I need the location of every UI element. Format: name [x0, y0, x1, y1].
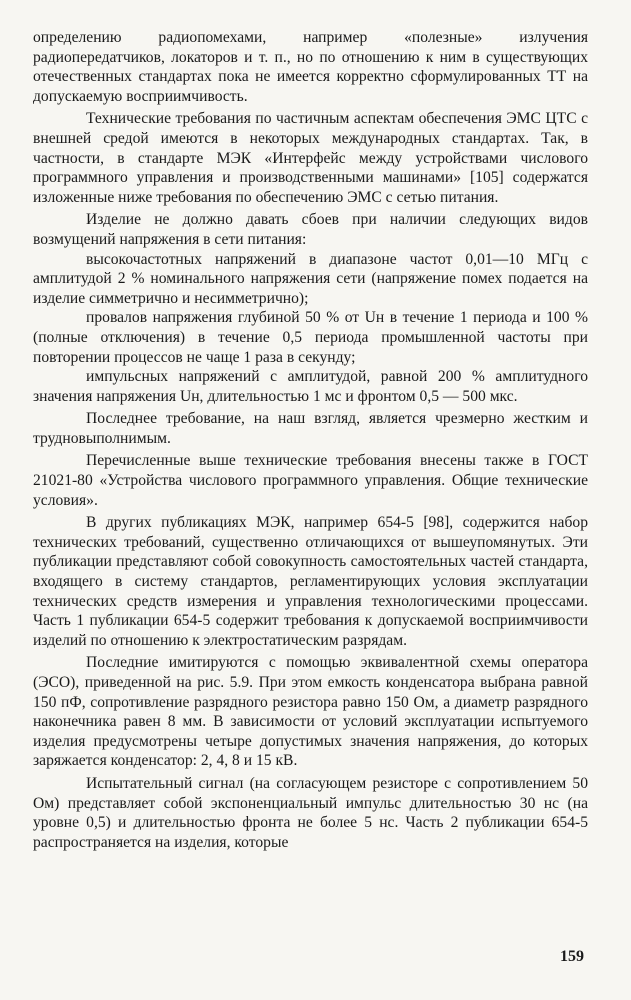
paragraph-9: В других публикациях МЭК, например 654-5 [98], содержится набор технических требований, существенно отличающихся от вышеупомянутых. Эти публикации представляют собой совокупность самостоятельных частей стандарта, входящего в систему стандартов, регламентирующих условия эксплуатации технических средств измерения и управления технологическими процессами. Часть 1 публикации 654-5 содержит требования к допускаемой восприимчивости изделий по отношению к электростатическим разрядам. — [33, 514, 588, 649]
paragraph-8: Перечисленные выше технические требования внесены также в ГОСТ 21021-80 «Устройства числового программного управления. Общие технические условия». — [33, 452, 588, 509]
paragraph-3: Изделие не должно давать сбоев при наличии следующих видов возмущений напряжения в сети питания: — [33, 211, 588, 248]
paragraph-7: Последнее требование, на наш взгляд, является чрезмерно жестким и трудновыполнимым. — [33, 410, 588, 447]
paragraph-5: провалов напряжения глубиной 50 % от Uн в течение 1 периода и 100 % (полные отключения) в течение 0,5 периода промышленной частоты при повторении процессов не чаще 1 раза в секунду; — [33, 309, 588, 366]
paragraph-1: определению радиопомехами, например «полезные» излучения радиопередатчиков, локаторов и т. п., но по отношению к ним в существующих отечественных стандартах пока не имеется корректно сформулированных ТТ на допускаемую восприимчивость. — [33, 29, 588, 105]
paragraph-4: высокочастотных напряжений в диапазоне частот 0,01—10 МГц с амплитудой 2 % номинального напряжения сети (напряжение помех подается на изделие симметрично и несимметрично); — [33, 250, 588, 307]
paragraph-10: Последние имитируются с помощью эквивалентной схемы оператора (ЭСО), приведенной на рис. 5.9. При этом емкость конденсатора выбрана равной 150 пФ, сопротивление разрядного резистора равно 150 Ом, а диаметр разрядного наконечника равен 8 мм. В зависимости от условий эксплуатации испытуемого изделия предусмотрены четыре допустимых значения напряжения, до которых заряжается конденсатор: 2, 4, 8 и 15 кВ. — [33, 654, 588, 770]
paragraph-2: Технические требования по частичным аспектам обеспечения ЭМС ЦТС с внешней средой имеются в некоторых международных стандартах. Так, в частности, в стандарте МЭК «Интерфейс между устройствами числового программного управления и производственными машинами» [105] содержатся изложенные ниже требования по обеспечению ЭМС с сетью питания. — [33, 110, 588, 206]
page-number: 159 — [560, 948, 584, 965]
paragraph-11: Испытательный сигнал (на согласующем резисторе с сопротивлением 50 Ом) представляет собой экспоненциальный импульс длительностью 30 нс (на уровне 0,5) и длительностью фронта не более 5 нс. Часть 2 публикации 654-5 распространяется на изделия, которые — [33, 774, 588, 851]
paragraph-6: импульсных напряжений с амплитудой, равной 200 % амплитудного значения напряжения Uн, длительностью 1 мс и фронтом 0,5 — 500 мкс. — [33, 368, 588, 405]
